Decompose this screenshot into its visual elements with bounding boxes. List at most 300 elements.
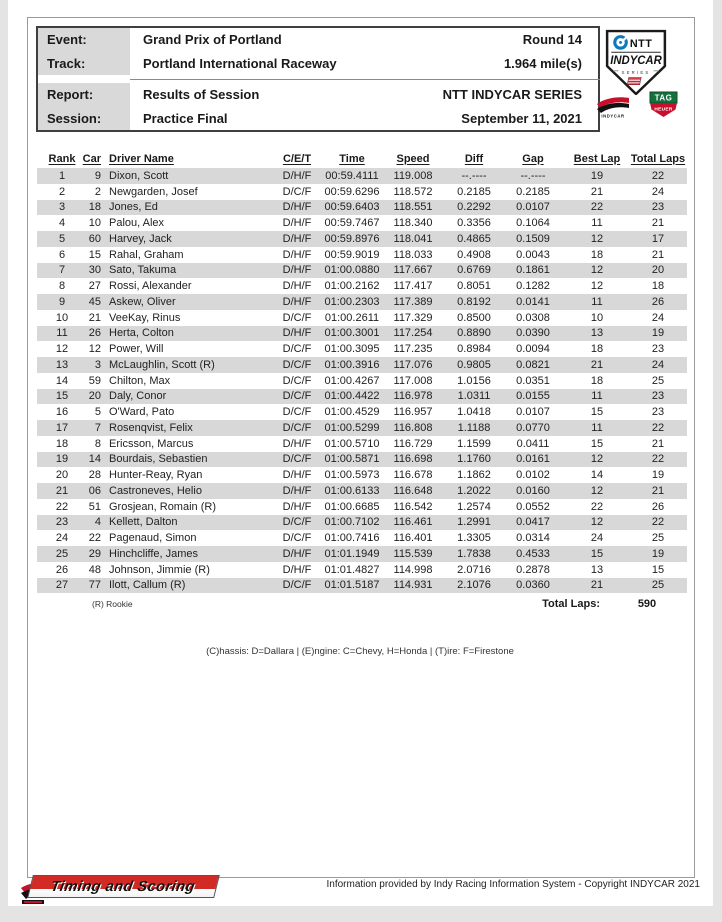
cell-speed: 116.978 [393, 390, 433, 403]
cell-total-laps: 24 [651, 311, 665, 324]
cell-total-laps: 24 [651, 185, 665, 198]
cell-gap: 0.0821 [516, 358, 550, 371]
flag-icon [627, 77, 641, 84]
cell-car: 14 [88, 453, 101, 466]
table-row [37, 294, 687, 310]
cell-speed: 116.542 [393, 500, 433, 513]
timing-and-scoring-text: Timing and Scoring [50, 878, 197, 895]
total-laps-label: Total Laps: [542, 598, 600, 611]
cell-total-laps: 26 [651, 295, 665, 308]
cell-gap: 0.0141 [516, 295, 550, 308]
cell-rank: 23 [55, 516, 69, 529]
cell-best-lap: 15 [590, 406, 604, 419]
cell-car: 4 [94, 516, 101, 529]
cell-total-laps: 22 [651, 421, 665, 434]
cell-best-lap: 18 [590, 248, 604, 261]
cell-car: 5 [94, 406, 101, 419]
cell-rank: 7 [58, 264, 66, 277]
cell-time: 00:59.4111 [325, 169, 379, 182]
cell-speed: 114.931 [393, 579, 433, 592]
cell-best-lap: 12 [590, 484, 604, 497]
cell-rank: 21 [55, 484, 69, 497]
cell-best-lap: 13 [590, 327, 604, 340]
ntt-indycar-series-shield-icon [605, 29, 667, 95]
cell-cet: D/C/F [282, 453, 312, 466]
table-row [37, 404, 687, 420]
cell-diff: 1.3305 [457, 532, 491, 545]
series-name: NTT INDYCAR SERIES [442, 87, 582, 103]
table-row [37, 436, 687, 452]
cell-rank: 14 [55, 374, 69, 387]
cell-best-lap: 11 [591, 217, 603, 230]
cell-gap: 0.0552 [516, 500, 550, 513]
cell-driver: Palou, Alex [109, 217, 165, 230]
cell-driver: Rosenqvist, Felix [109, 421, 193, 434]
cell-rank: 15 [55, 390, 69, 403]
cell-diff: 1.2022 [457, 484, 491, 497]
cell-gap: 0.1064 [516, 217, 550, 230]
cell-time: 01:00.3001 [324, 327, 380, 340]
tag-text: TAG [654, 93, 673, 103]
cell-time: 00:59.7467 [324, 217, 380, 230]
cell-driver: Hinchcliffe, James [109, 547, 199, 560]
cell-total-laps: 21 [651, 217, 665, 230]
cell-gap: 0.0308 [516, 311, 550, 324]
cell-cet: D/H/F [282, 232, 312, 245]
cell-total-laps: 22 [651, 169, 665, 182]
cell-gap: 0.0107 [516, 201, 550, 214]
cell-gap: 0.0411 [516, 437, 550, 450]
track-value: Portland International Raceway [143, 55, 337, 71]
cell-car: 60 [88, 232, 101, 245]
table-row [37, 515, 687, 531]
cell-diff: 1.1760 [457, 453, 491, 466]
cell-driver: Dixon, Scott [109, 169, 169, 182]
table-row [37, 278, 687, 294]
track-length-value: 1.964 mile(s) [503, 55, 582, 71]
cell-diff: 1.7838 [457, 547, 491, 560]
cell-speed: 115.539 [393, 547, 433, 560]
cell-time: 01:00.2611 [324, 311, 380, 324]
cell-car: 12 [88, 343, 101, 356]
cell-cet: D/C/F [282, 185, 312, 198]
table-row [37, 483, 687, 499]
cell-car: 15 [88, 248, 101, 261]
cell-time: 01:01.1949 [324, 547, 380, 560]
cell-best-lap: 21 [590, 185, 604, 198]
cell-driver: Rahal, Graham [109, 248, 184, 261]
cell-total-laps: 22 [651, 453, 665, 466]
cell-best-lap: 24 [590, 532, 604, 545]
header-divider [130, 79, 600, 80]
cell-driver: O'Ward, Pato [109, 406, 175, 419]
cell-total-laps: 23 [651, 201, 665, 214]
table-row [37, 546, 687, 562]
cell-speed: 118.041 [393, 232, 433, 245]
cell-driver: Rossi, Alexander [109, 280, 192, 293]
cell-cet: D/H/F [282, 248, 312, 261]
cell-diff: 0.4865 [457, 232, 491, 245]
cell-cet: D/C/F [282, 579, 312, 592]
cell-time: 01:00.4267 [324, 374, 380, 387]
cell-time: 01:00.2162 [324, 280, 380, 293]
col-driver: Driver Name [109, 152, 174, 165]
col-best-lap: Best Lap [573, 152, 621, 165]
cell-diff: 0.6769 [457, 264, 491, 277]
cell-diff: 0.8984 [457, 343, 491, 356]
col-diff: Diff [464, 152, 484, 165]
cell-speed: 116.648 [393, 484, 433, 497]
cell-car: 26 [88, 327, 101, 340]
cell-best-lap: 11 [591, 421, 603, 434]
cell-rank: 4 [58, 217, 66, 230]
table-row [37, 373, 687, 389]
cell-gap: 0.1861 [516, 264, 550, 277]
cell-best-lap: 12 [590, 232, 604, 245]
table-row [37, 341, 687, 357]
cell-speed: 117.329 [393, 311, 433, 324]
cell-diff: 1.2991 [457, 516, 491, 529]
cell-best-lap: 18 [590, 374, 604, 387]
cell-speed: 116.698 [393, 453, 433, 466]
cell-driver: Pagenaud, Simon [109, 532, 197, 545]
cell-total-laps: 23 [651, 343, 665, 356]
cell-cet: D/H/F [282, 327, 312, 340]
session-value: Practice Final [143, 110, 228, 126]
cell-time: 00:59.6403 [324, 201, 380, 214]
cell-gap: 0.2878 [516, 563, 550, 576]
cell-gap: 0.0161 [516, 453, 550, 466]
cell-diff: 0.8051 [457, 280, 491, 293]
cell-best-lap: 18 [590, 343, 604, 356]
cell-cet: D/H/F [282, 437, 312, 450]
cell-cet: D/C/F [282, 311, 312, 324]
cell-best-lap: 21 [590, 358, 604, 371]
cell-speed: 116.957 [393, 406, 433, 419]
table-row [37, 562, 687, 578]
col-time: Time [339, 152, 365, 165]
indycar-wordmark: INDYCAR [610, 53, 663, 68]
cell-rank: 11 [56, 327, 68, 340]
col-speed: Speed [396, 152, 430, 165]
cell-time: 00:59.6296 [324, 185, 380, 198]
cell-driver: Grosjean, Romain (R) [109, 500, 216, 513]
table-row [37, 263, 687, 279]
cell-rank: 5 [58, 232, 66, 245]
cell-gap: 0.0417 [516, 516, 550, 529]
cell-diff: 0.2185 [457, 185, 491, 198]
cell-cet: D/H/F [282, 201, 312, 214]
cell-gap: 0.0314 [516, 532, 550, 545]
cell-driver: McLaughlin, Scott (R) [109, 358, 215, 371]
cell-rank: 25 [55, 547, 69, 560]
cell-total-laps: 19 [651, 547, 665, 560]
cell-best-lap: 11 [591, 295, 603, 308]
tag-heuer-icon [649, 91, 678, 118]
cell-cet: D/H/F [282, 264, 312, 277]
cell-total-laps: 23 [651, 390, 665, 403]
cell-car: 2 [94, 185, 101, 198]
cell-diff: 1.2574 [457, 500, 491, 513]
cell-cet: D/H/F [282, 217, 312, 230]
wing-caption: INDYCAR [601, 113, 625, 119]
total-laps-value: 590 [637, 598, 657, 611]
cell-rank: 1 [58, 169, 66, 182]
cell-driver: Sato, Takuma [109, 264, 177, 277]
col-gap: Gap [522, 152, 544, 165]
cell-gap: 0.0351 [516, 374, 550, 387]
cell-rank: 26 [55, 563, 69, 576]
cell-best-lap: 12 [590, 453, 604, 466]
cell-total-laps: 26 [651, 500, 665, 513]
cell-gap: 0.0770 [516, 421, 550, 434]
cell-best-lap: 14 [590, 469, 604, 482]
cell-rank: 10 [55, 311, 69, 324]
cell-car: 06 [88, 484, 101, 497]
cell-speed: 118.572 [393, 185, 433, 198]
table-row [37, 247, 687, 263]
cell-diff: 1.0156 [457, 374, 491, 387]
cell-gap: 0.0155 [516, 390, 550, 403]
cell-car: 51 [88, 500, 101, 513]
cell-rank: 19 [55, 453, 69, 466]
table-body [37, 168, 687, 593]
cell-gap: 0.0107 [516, 406, 550, 419]
cell-driver: Newgarden, Josef [109, 185, 198, 198]
cell-cet: D/H/F [282, 169, 312, 182]
report-value: Results of Session [143, 87, 260, 103]
cell-speed: 117.389 [393, 295, 433, 308]
cell-rank: 9 [58, 295, 66, 308]
cell-time: 01:01.5187 [324, 579, 380, 592]
cell-driver: Ericsson, Marcus [109, 437, 194, 450]
cell-total-laps: 20 [651, 264, 665, 277]
cell-time: 01:00.2303 [324, 295, 380, 308]
cell-cet: D/C/F [282, 390, 312, 403]
cell-driver: Power, Will [109, 343, 164, 356]
cell-best-lap: 13 [590, 563, 604, 576]
cell-time: 01:00.0880 [324, 264, 380, 277]
cell-diff: 1.0418 [457, 406, 491, 419]
cell-diff: 0.8192 [457, 295, 491, 308]
cell-diff: 1.1599 [457, 437, 491, 450]
cell-rank: 16 [55, 406, 69, 419]
cell-cet: D/H/F [282, 500, 312, 513]
round-value: Round 14 [522, 32, 582, 48]
track-label: Track: [38, 52, 130, 76]
table-row [37, 578, 687, 594]
cell-gap: 0.4533 [516, 547, 550, 560]
cell-diff: 0.4908 [457, 248, 491, 261]
cell-total-laps: 18 [651, 280, 665, 293]
table-footer [37, 598, 687, 614]
cell-diff: --.---- [461, 169, 487, 182]
cell-best-lap: 10 [590, 311, 604, 324]
cell-gap: 0.0390 [516, 327, 550, 340]
cell-rank: 24 [55, 532, 69, 545]
cell-best-lap: 22 [590, 500, 604, 513]
cell-car: 7 [94, 421, 101, 434]
cell-gap: 0.2185 [516, 185, 550, 198]
cell-diff: 2.1076 [457, 579, 491, 592]
cell-cet: D/C/F [282, 358, 312, 371]
cell-gap: --.---- [520, 169, 546, 182]
cell-car: 18 [88, 201, 101, 214]
cell-cet: D/H/F [282, 547, 312, 560]
cell-cet: D/H/F [282, 563, 312, 576]
cell-total-laps: 25 [651, 532, 665, 545]
timing-and-scoring-banner [27, 875, 220, 898]
cell-car: 21 [88, 311, 101, 324]
table-row [37, 499, 687, 515]
session-date: September 11, 2021 [461, 110, 582, 126]
cell-driver: Hunter-Reay, Ryan [109, 469, 203, 482]
cell-car: 9 [94, 169, 101, 182]
cell-driver: Herta, Colton [109, 327, 174, 340]
cell-driver: Castroneves, Helio [109, 484, 202, 497]
footer-copyright: Information provided by Indy Racing Information System - Copyright INDYCAR 2021 [326, 879, 700, 890]
cell-driver: Daly, Conor [109, 390, 167, 403]
heuer-text: HEUER [654, 107, 673, 113]
cell-rank: 3 [58, 201, 66, 214]
table-row [37, 200, 687, 216]
cell-time: 00:59.8976 [324, 232, 380, 245]
col-car: Car [82, 152, 101, 165]
cell-driver: Askew, Oliver [109, 295, 176, 308]
cell-time: 01:00.4529 [324, 406, 380, 419]
cell-best-lap: 21 [590, 579, 604, 592]
cell-rank: 6 [58, 248, 66, 261]
cell-rank: 2 [58, 185, 66, 198]
cell-rank: 22 [55, 500, 69, 513]
cell-total-laps: 21 [651, 437, 665, 450]
cell-rank: 27 [55, 579, 69, 592]
results-table [37, 149, 687, 614]
cell-time: 01:01.4827 [324, 563, 380, 576]
table-header-row [37, 149, 687, 168]
cell-rank: 8 [58, 280, 66, 293]
cell-cet: D/C/F [282, 406, 312, 419]
cell-gap: 0.0160 [516, 484, 550, 497]
cell-diff: 2.0716 [457, 563, 491, 576]
cell-diff: 0.8500 [457, 311, 491, 324]
cell-cet: D/H/F [282, 295, 312, 308]
table-row [37, 168, 687, 184]
cell-driver: Chilton, Max [109, 374, 171, 387]
cell-total-laps: 22 [651, 516, 665, 529]
cell-speed: 117.008 [393, 374, 433, 387]
legend-note: (C)hassis: D=Dallara | (E)ngine: C=Chevy, H=Honda | (T)ire: F=Firestone [206, 646, 514, 657]
cell-cet: D/C/F [282, 532, 312, 545]
cell-diff: 1.1862 [457, 469, 491, 482]
table-row [37, 467, 687, 483]
cell-time: 01:00.7102 [324, 516, 380, 529]
cell-car: 3 [94, 358, 101, 371]
cell-speed: 119.008 [393, 169, 433, 182]
cell-cet: D/C/F [282, 516, 312, 529]
cell-car: 30 [88, 264, 101, 277]
cell-cet: D/H/F [282, 280, 312, 293]
table-row [37, 357, 687, 373]
cell-speed: 118.551 [393, 201, 433, 214]
cell-time: 01:00.7416 [324, 532, 380, 545]
cell-total-laps: 21 [651, 248, 665, 261]
cell-car: 27 [88, 280, 101, 293]
cell-speed: 117.254 [393, 327, 433, 340]
cell-driver: Ilott, Callum (R) [109, 579, 186, 592]
cell-car: 77 [88, 579, 101, 592]
table-row [37, 420, 687, 436]
cell-rank: 20 [55, 469, 69, 482]
series-wordmark: SERIES [621, 70, 654, 76]
cell-total-laps: 15 [651, 563, 665, 576]
cell-rank: 17 [55, 421, 69, 434]
cell-time: 01:00.6685 [324, 500, 380, 513]
cell-speed: 116.808 [393, 421, 433, 434]
cell-rank: 18 [55, 437, 69, 450]
col-cet: C/E/T [282, 152, 312, 165]
cell-time: 00:59.9019 [324, 248, 380, 261]
cell-total-laps: 23 [651, 406, 665, 419]
cell-speed: 114.998 [393, 563, 433, 576]
cell-cet: D/H/F [282, 484, 312, 497]
cell-gap: 0.0043 [516, 248, 550, 261]
cell-time: 01:00.6133 [324, 484, 380, 497]
session-label: Session: [38, 107, 130, 131]
cell-cet: D/C/F [282, 374, 312, 387]
cell-driver: VeeKay, Rinus [109, 311, 181, 324]
cell-diff: 1.1188 [457, 421, 491, 434]
rookie-note: (R) Rookie [92, 599, 133, 610]
cell-car: 22 [88, 532, 101, 545]
report-label: Report: [38, 83, 130, 107]
cell-best-lap: 15 [590, 437, 604, 450]
event-label: Event: [38, 28, 130, 52]
cell-car: 10 [88, 217, 101, 230]
cell-cet: D/H/F [282, 469, 312, 482]
cell-time: 01:00.3095 [324, 343, 380, 356]
cell-best-lap: 12 [590, 280, 604, 293]
cell-time: 01:00.5973 [324, 469, 380, 482]
cell-time: 01:00.5871 [324, 453, 380, 466]
cell-driver: Kellett, Dalton [109, 516, 178, 529]
cell-total-laps: 21 [651, 484, 665, 497]
session-info-box [36, 26, 600, 132]
table-row [37, 530, 687, 546]
cell-driver: Bourdais, Sebastien [109, 453, 208, 466]
cell-car: 45 [88, 295, 101, 308]
cell-best-lap: 12 [590, 264, 604, 277]
cell-time: 01:00.3916 [324, 358, 380, 371]
cell-total-laps: 17 [651, 232, 665, 245]
cell-diff: 0.8890 [457, 327, 491, 340]
cell-total-laps: 25 [651, 579, 665, 592]
cell-gap: 0.0102 [516, 469, 550, 482]
cell-total-laps: 24 [651, 358, 665, 371]
table-row [37, 452, 687, 468]
cell-best-lap: 19 [590, 169, 604, 182]
cell-speed: 117.417 [393, 280, 433, 293]
cell-driver: Jones, Ed [109, 201, 158, 214]
cell-diff: 0.9805 [457, 358, 491, 371]
cell-diff: 0.3356 [457, 217, 491, 230]
cell-best-lap: 15 [590, 547, 604, 560]
cell-car: 20 [88, 390, 101, 403]
cell-gap: 0.1509 [516, 232, 550, 245]
cell-diff: 1.0311 [457, 390, 491, 403]
cell-best-lap: 12 [590, 516, 604, 529]
ntt-wordmark: NTT [629, 38, 653, 51]
